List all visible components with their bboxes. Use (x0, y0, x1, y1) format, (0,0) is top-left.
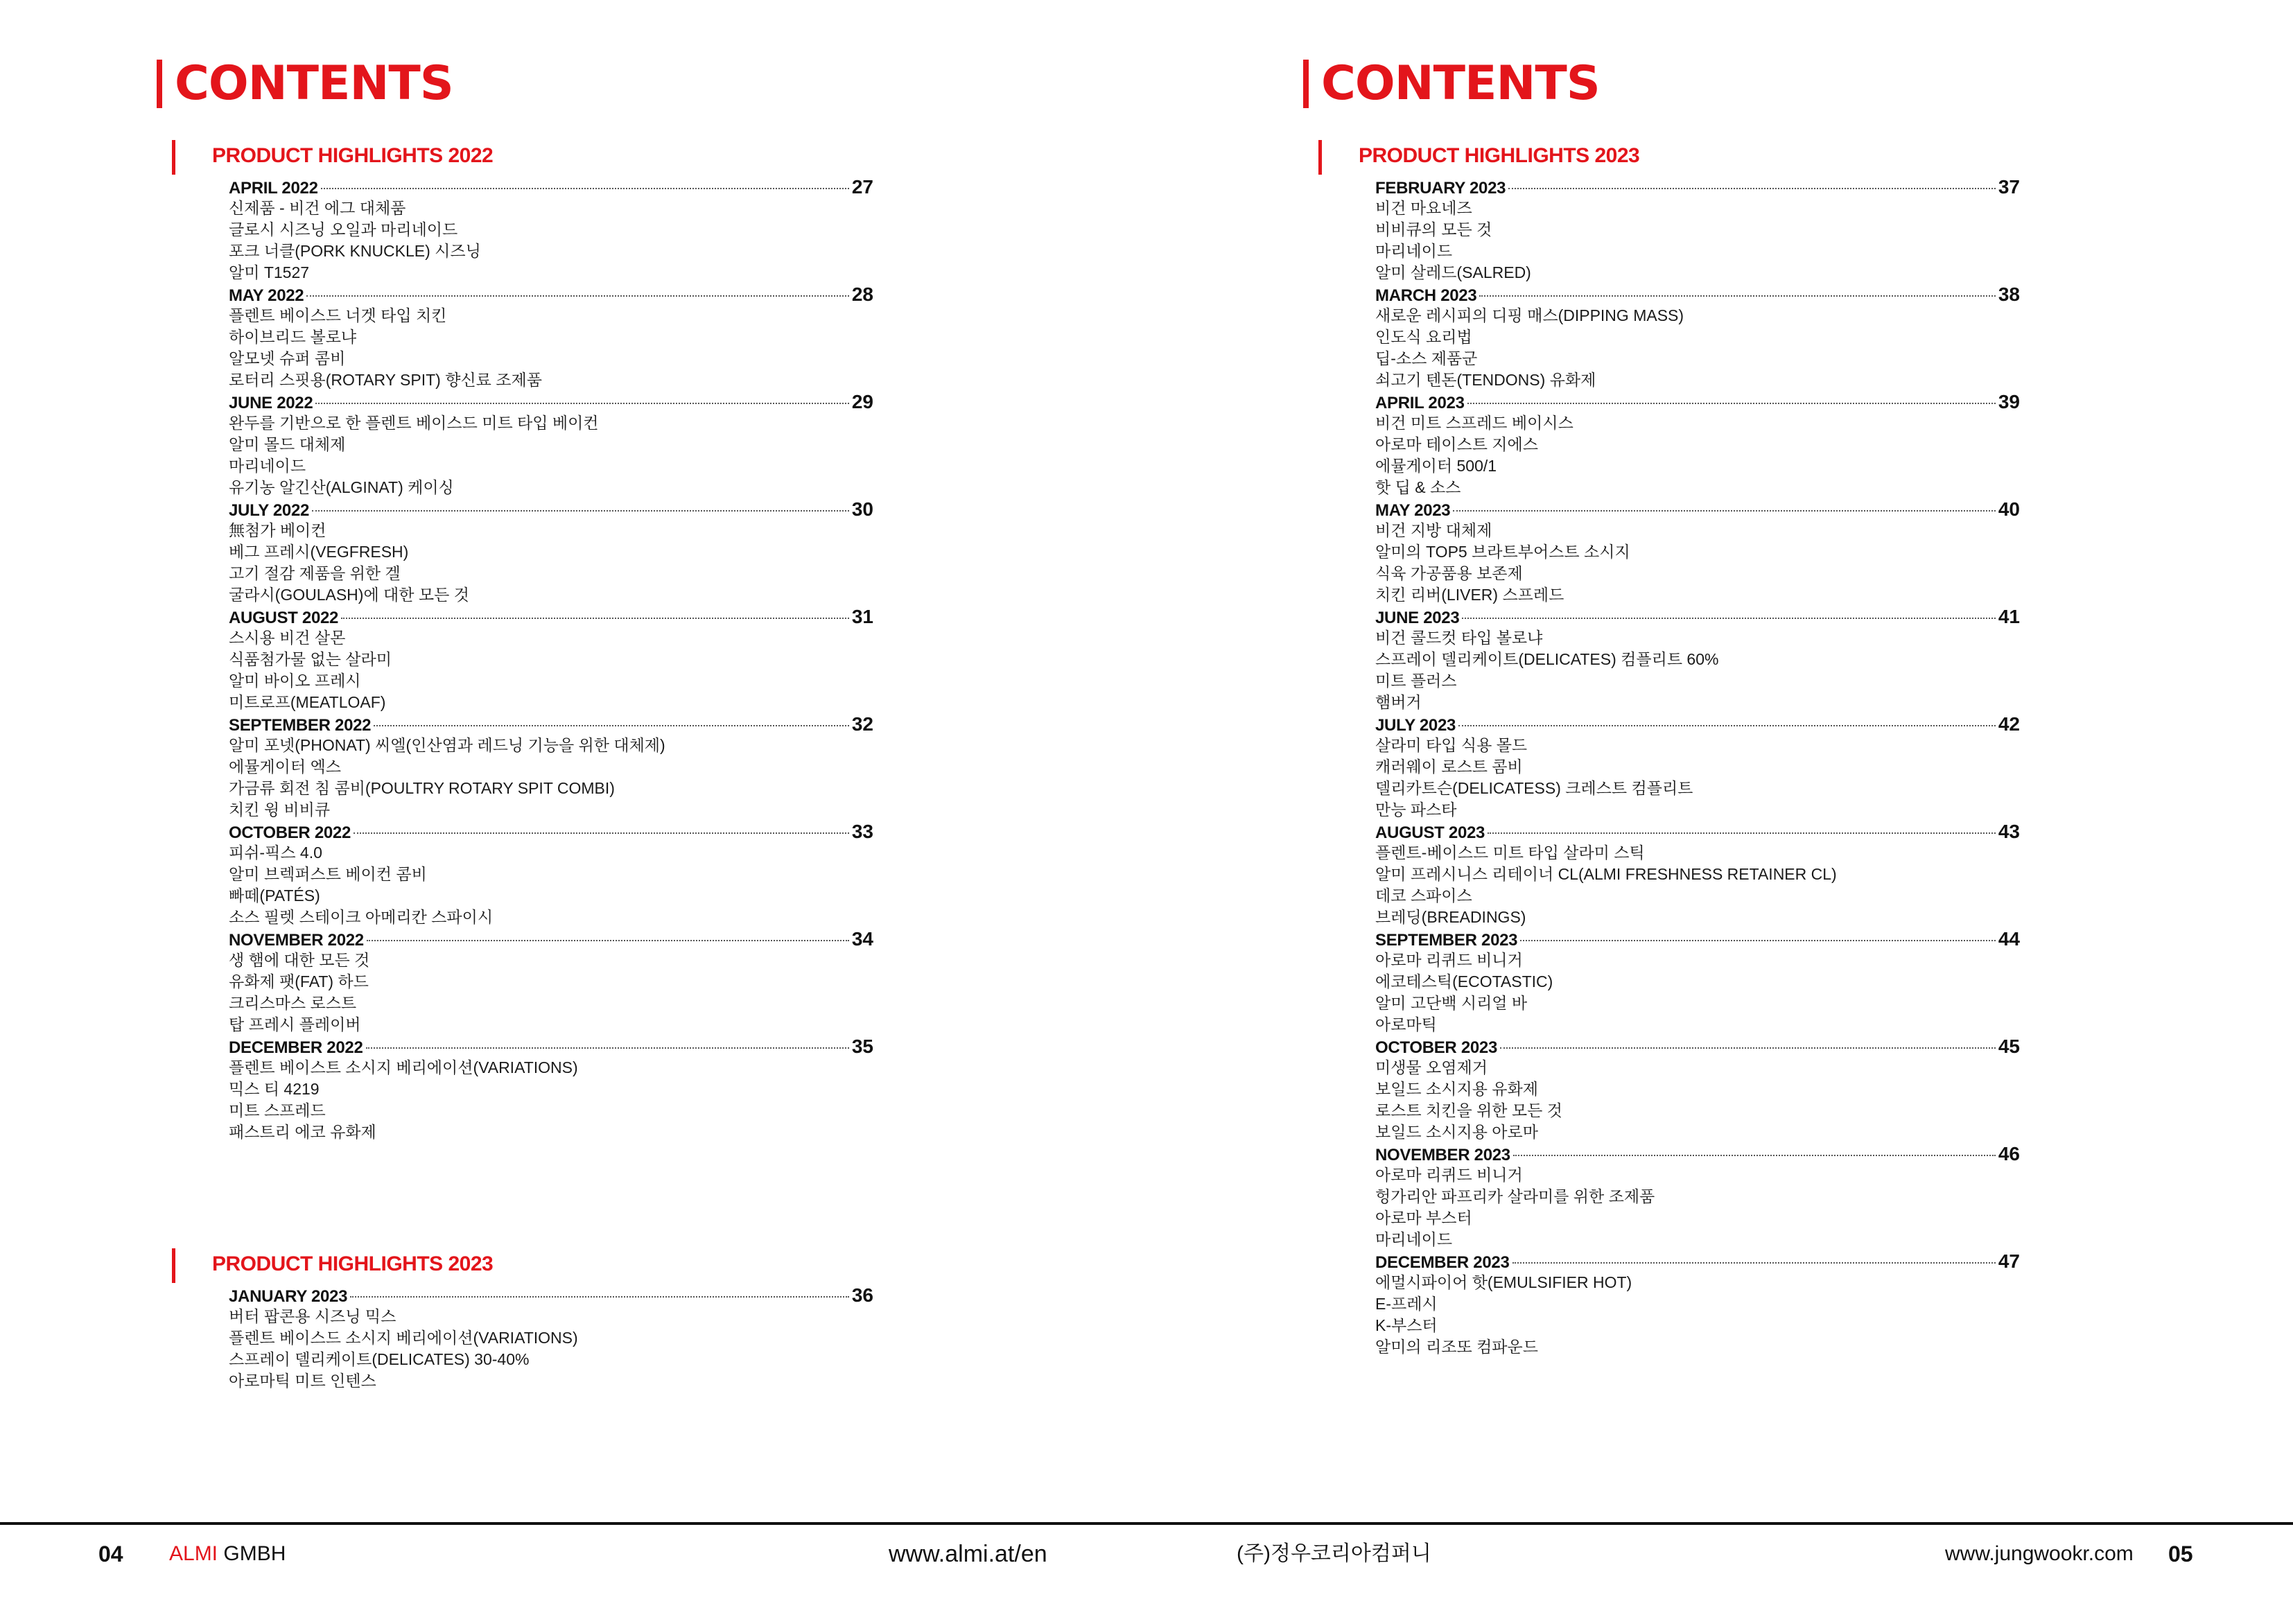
toc-item: 딥-소스 제품군 (1375, 349, 1478, 367)
dot-leader (1488, 832, 1996, 834)
contents-header (157, 56, 453, 111)
section-accent-bar (1318, 140, 1322, 175)
section-header (1318, 140, 2020, 176)
dot-leader (366, 1047, 849, 1049)
toc-month-label: DECEMBER 2022 (229, 1038, 363, 1057)
contents-title: CONTENTS (1321, 56, 1600, 111)
toc-entry-heading[interactable] (229, 283, 873, 305)
toc-month-label: MAY 2023 (1375, 501, 1451, 520)
toc-entry-heading[interactable] (229, 1036, 873, 1057)
toc-item: 마리네이드 (229, 457, 306, 475)
section-header (172, 1248, 873, 1284)
toc-entry (229, 1036, 873, 1143)
brand-name-red: ALMI (169, 1542, 218, 1565)
toc-item: 플렌트 베이스트 소시지 베리에이션(VARIATIONS) (229, 1058, 578, 1076)
dot-leader (1513, 1155, 1996, 1156)
toc-item: 치킨 윙 비비큐 (229, 801, 331, 819)
website-jungwoo-link[interactable]: www.jungwookr.com (1945, 1542, 2134, 1565)
company-name-kr: (주)정우코리아컴퍼니 (1237, 1542, 1431, 1565)
toc-entry-heading[interactable] (229, 1284, 873, 1306)
toc-item: 알미의 리조또 컴파운드 (1375, 1338, 1538, 1356)
toc-item: 살라미 타입 식용 몰드 (1375, 736, 1528, 754)
contents-title: CONTENTS (175, 56, 453, 111)
toc-entry-heading[interactable] (229, 928, 873, 950)
toc-item: 알미 고단백 시리얼 바 (1375, 994, 1528, 1012)
toc-entry-heading[interactable] (1375, 713, 2020, 735)
section-2022 (172, 140, 873, 1143)
toc-month-label: JANUARY 2023 (229, 1287, 348, 1306)
toc-entry (1375, 713, 2020, 821)
toc-item: 하이브리드 볼로냐 (229, 328, 357, 346)
dot-leader (354, 832, 849, 834)
toc-month-label: JULY 2023 (1375, 716, 1456, 735)
section-title: PRODUCT HIGHLIGHTS 2022 (212, 144, 494, 167)
dot-leader (1479, 295, 1995, 297)
section-title: PRODUCT HIGHLIGHTS 2023 (1359, 144, 1640, 167)
toc-page-number: 45 (1998, 1036, 2020, 1057)
toc-entry (1375, 283, 2020, 391)
toc-item: 에뮬게이터 500/1 (1375, 457, 1497, 475)
toc-item: 알미 T1527 (229, 263, 310, 281)
toc-month-label: SEPTEMBER 2022 (229, 716, 372, 735)
dot-leader (306, 295, 848, 297)
toc-entry (229, 713, 873, 821)
toc-entry (1375, 928, 2020, 1036)
website-almi-link[interactable]: www.almi.at/en (889, 1541, 1047, 1567)
toc-item: 알모넷 슈퍼 콤비 (229, 349, 346, 367)
toc-page-number: 31 (851, 606, 873, 627)
toc-entry (229, 1284, 873, 1392)
toc-entry (229, 391, 873, 498)
toc-item: 쇠고기 텐돈(TENDONS) 유화제 (1375, 371, 1596, 389)
toc-item: 보일드 소시지용 아로마 (1375, 1123, 1538, 1141)
toc-page-number: 28 (851, 283, 873, 305)
toc-entry (1375, 498, 2020, 606)
section-2023-january (172, 1248, 873, 1392)
toc-entry (1375, 1143, 2020, 1250)
right-page-number: 05 (2168, 1542, 2193, 1566)
toc-item: 알미 프레시니스 리테이너 CL(ALMI FRESHNESS RETAINER CL) (1375, 865, 1837, 883)
toc-item: 새로운 레시피의 디핑 매스(DIPPING MASS) (1375, 306, 1684, 324)
toc-month-label: OCTOBER 2022 (229, 823, 351, 842)
toc-entry-heading[interactable] (1375, 391, 2020, 412)
toc-item: 탑 프레시 플레이버 (229, 1015, 361, 1033)
toc-item: 미트로프(MEATLOAF) (229, 693, 386, 711)
dot-leader (341, 618, 849, 619)
toc-item: 신제품 - 비건 에그 대체품 (229, 199, 406, 217)
toc-item: 스프레이 델리케이트(DELICATES) 컴플리트 60% (1375, 650, 1719, 668)
toc-month-label: FEBRUARY 2023 (1375, 179, 1506, 198)
toc-item: 헝가리안 파프리카 살라미를 위한 조제품 (1375, 1187, 1655, 1205)
toc-item: 식품첨가물 없는 살라미 (229, 650, 392, 668)
toc-entry-heading[interactable] (229, 176, 873, 198)
toc-item: 버터 팝콘용 시즈닝 믹스 (229, 1307, 396, 1325)
toc-item: 아로마 리퀴드 비니거 (1375, 951, 1523, 969)
toc-entry-heading[interactable] (1375, 283, 2020, 305)
toc-item: 스프레이 델리케이트(DELICATES) 30-40% (229, 1350, 530, 1368)
toc-item: 식육 가공품용 보존제 (1375, 564, 1523, 582)
toc-page-number: 40 (1998, 498, 2020, 520)
toc-list-2023-right (1318, 176, 2020, 1358)
toc-item: 플렌트-베이스드 미트 타입 살라미 스틱 (1375, 844, 1645, 862)
right-page (1146, 0, 2293, 1511)
toc-item: 아로마 부스터 (1375, 1209, 1472, 1227)
toc-item: 패스트리 에코 유화제 (229, 1123, 376, 1141)
toc-month-label: JULY 2022 (229, 501, 310, 520)
toc-entry (229, 283, 873, 391)
toc-page-number: 32 (851, 713, 873, 735)
toc-item: 無첨가 베이컨 (229, 521, 326, 539)
section-accent-bar (172, 1248, 175, 1283)
toc-page-number: 39 (1998, 391, 2020, 412)
toc-entry (229, 928, 873, 1036)
toc-item: 알미 바이오 프레시 (229, 672, 361, 690)
toc-item: 플렌트 베이스드 소시지 베리에이션(VARIATIONS) (229, 1329, 578, 1347)
dot-leader (1520, 940, 1996, 941)
toc-month-label: AUGUST 2023 (1375, 823, 1485, 842)
toc-page-number: 29 (851, 391, 873, 412)
toc-list-2022 (172, 176, 873, 1143)
toc-item: 에멀시파이어 핫(EMULSIFIER HOT) (1375, 1273, 1632, 1291)
toc-item: 빠떼(PATÉS) (229, 887, 320, 905)
toc-item: 알미의 TOP5 브라트부어스트 소시지 (1375, 543, 1630, 561)
left-page (0, 0, 1146, 1511)
toc-page-number: 27 (851, 176, 873, 198)
toc-month-label: NOVEMBER 2022 (229, 931, 364, 950)
toc-entry-heading[interactable] (229, 606, 873, 627)
toc-item: 보일드 소시지용 유화제 (1375, 1080, 1538, 1098)
toc-item: 데코 스파이스 (1375, 887, 1472, 905)
toc-item: 비건 미트 스프레드 베이시스 (1375, 414, 1573, 432)
toc-item: 만능 파스타 (1375, 801, 1457, 819)
toc-entry (1375, 1036, 2020, 1143)
toc-item: 아로마 테이스트 지에스 (1375, 435, 1538, 453)
toc-page-number: 44 (1998, 928, 2020, 950)
toc-page-number: 37 (1998, 176, 2020, 198)
toc-item: 플렌트 베이스드 너겟 타입 치킨 (229, 306, 447, 324)
toc-entry (229, 606, 873, 713)
toc-item: 크리스마스 로스트 (229, 994, 357, 1012)
toc-entry (229, 821, 873, 928)
dot-leader (350, 1296, 849, 1298)
toc-month-label: DECEMBER 2023 (1375, 1253, 1510, 1272)
toc-item: 알미 포넷(PHONAT) 씨엘(인산염과 레드닝 기능을 위한 대체제) (229, 736, 665, 754)
toc-item: 치킨 리버(LIVER) 스프레드 (1375, 586, 1564, 604)
toc-entry-heading[interactable] (1375, 821, 2020, 842)
dot-leader (315, 403, 848, 404)
toc-entry-heading[interactable] (229, 391, 873, 412)
toc-item: 비건 마요네즈 (1375, 199, 1472, 217)
toc-page-number: 38 (1998, 283, 2020, 305)
header-accent-bar (1303, 60, 1309, 108)
toc-item: K-부스터 (1375, 1316, 1438, 1334)
toc-item: 소스 필렛 스테이크 아메리칸 스파이시 (229, 908, 494, 926)
toc-entry (1375, 821, 2020, 928)
toc-entry-heading[interactable] (1375, 1143, 2020, 1164)
toc-month-label: MAY 2022 (229, 286, 304, 305)
toc-entry-heading[interactable] (1375, 498, 2020, 520)
toc-item: 로터리 스핏용(ROTARY SPIT) 향신료 조제품 (229, 371, 542, 389)
dot-leader (312, 510, 849, 512)
left-page-number: 04 (98, 1542, 123, 1566)
footer (0, 1522, 2293, 1624)
toc-item: 포크 너클(PORK KNUCKLE) 시즈닝 (229, 242, 481, 260)
toc-item: 미트 플러스 (1375, 672, 1457, 690)
toc-entry (229, 176, 873, 283)
toc-item: 가금류 회전 침 콤비(POULTRY ROTARY SPIT COMBI) (229, 779, 615, 797)
toc-item: 마리네이드 (1375, 242, 1453, 260)
toc-page-number: 47 (1998, 1250, 2020, 1272)
toc-item: 아로마틱 미트 인텐스 (229, 1372, 376, 1390)
toc-item: 핫 딥 & 소스 (1375, 478, 1461, 496)
toc-item: 미트 스프레드 (229, 1101, 326, 1119)
toc-item: 글로시 시즈닝 오일과 마리네이드 (229, 220, 458, 238)
section-title: PRODUCT HIGHLIGHTS 2023 (212, 1252, 494, 1275)
toc-item: 비건 콜드컷 타입 볼로냐 (1375, 629, 1543, 647)
toc-month-label: OCTOBER 2023 (1375, 1038, 1498, 1057)
brand-name-rest: GMBH (223, 1542, 286, 1565)
dot-leader (367, 940, 849, 941)
toc-month-label: APRIL 2023 (1375, 394, 1465, 412)
toc-list-2023-left (172, 1284, 873, 1392)
toc-page-number: 30 (851, 498, 873, 520)
toc-item: 미생물 오염제거 (1375, 1058, 1488, 1076)
toc-item: 캐러웨이 로스트 콤비 (1375, 758, 1523, 776)
toc-item: 비건 지방 대체제 (1375, 521, 1492, 539)
contents-header (1303, 56, 1600, 111)
brand-name (169, 1540, 286, 1568)
toc-item: 피쉬-픽스 4.0 (229, 844, 322, 862)
toc-item: 스시용 비건 살몬 (229, 629, 346, 647)
toc-item: 알미 살레드(SALRED) (1375, 263, 1531, 281)
dot-leader (1508, 188, 1996, 189)
toc-item: 비비큐의 모든 것 (1375, 220, 1492, 238)
toc-page-number: 35 (851, 1036, 873, 1057)
toc-item: 고기 절감 제품을 위한 겔 (229, 564, 401, 582)
section-2023 (1318, 140, 2020, 1358)
toc-page-number: 43 (1998, 821, 2020, 842)
toc-month-label: APRIL 2022 (229, 179, 318, 198)
dot-leader (1512, 1262, 1996, 1264)
toc-entry-heading[interactable] (1375, 606, 2020, 627)
toc-item: 마리네이드 (1375, 1230, 1453, 1248)
toc-entry-heading[interactable] (229, 821, 873, 842)
toc-item: 에코테스틱(ECOTASTIC) (1375, 972, 1553, 990)
toc-item: 생 햄에 대한 모든 것 (229, 951, 370, 969)
dot-leader (374, 725, 849, 726)
dot-leader (1462, 618, 1995, 619)
toc-item: 브레딩(BREADINGS) (1375, 908, 1526, 926)
toc-item: E-프레시 (1375, 1295, 1438, 1313)
toc-page-number: 34 (851, 928, 873, 950)
toc-page-number: 36 (851, 1284, 873, 1306)
section-accent-bar (172, 140, 175, 175)
toc-month-label: JUNE 2022 (229, 394, 313, 412)
toc-entry-heading[interactable] (1375, 176, 2020, 198)
toc-entry (1375, 606, 2020, 713)
toc-month-label: NOVEMBER 2023 (1375, 1146, 1510, 1164)
toc-entry (1375, 1250, 2020, 1358)
toc-entry-heading[interactable] (1375, 928, 2020, 950)
toc-entry-heading[interactable] (229, 498, 873, 520)
toc-item: 믹스 티 4219 (229, 1080, 320, 1098)
dot-leader (1500, 1047, 1996, 1049)
toc-item: 굴라시(GOULASH)에 대한 모든 것 (229, 586, 469, 604)
dot-leader (1458, 725, 1996, 726)
toc-month-label: AUGUST 2022 (229, 609, 339, 627)
toc-item: 인도식 요리법 (1375, 328, 1472, 346)
header-accent-bar (157, 60, 162, 108)
toc-entry-heading[interactable] (1375, 1036, 2020, 1057)
toc-month-label: MARCH 2023 (1375, 286, 1477, 305)
toc-item: 아로마 리퀴드 비니거 (1375, 1166, 1523, 1184)
toc-item: 델리카트슨(DELICATESS) 크레스트 컴플리트 (1375, 779, 1693, 797)
toc-month-label: SEPTEMBER 2023 (1375, 931, 1518, 950)
toc-item: 아로마틱 (1375, 1015, 1437, 1033)
toc-item: 유화제 팻(FAT) 하드 (229, 972, 369, 990)
toc-item: 알미 몰드 대체제 (229, 435, 346, 453)
toc-page-number: 42 (1998, 713, 2020, 735)
section-header (172, 140, 873, 176)
toc-item: 에뮬게이터 엑스 (229, 758, 341, 776)
toc-entry-heading[interactable] (229, 713, 873, 735)
toc-entry (229, 498, 873, 606)
toc-item: 알미 브렉퍼스트 베이컨 콤비 (229, 865, 427, 883)
toc-item: 로스트 치킨을 위한 모든 것 (1375, 1101, 1562, 1119)
dot-leader (1453, 510, 1995, 512)
toc-entry (1375, 391, 2020, 498)
toc-entry (1375, 176, 2020, 283)
dot-leader (321, 188, 849, 189)
toc-item: 햄버거 (1375, 693, 1422, 711)
toc-entry-heading[interactable] (1375, 1250, 2020, 1272)
dot-leader (1467, 403, 1996, 404)
toc-item: 유기농 알긴산(ALGINAT) 케이싱 (229, 478, 454, 496)
toc-page-number: 41 (1998, 606, 2020, 627)
toc-item: 완두를 기반으로 한 플렌트 베이스드 미트 타입 베이컨 (229, 414, 599, 432)
toc-item: 베그 프레시(VEGFRESH) (229, 543, 409, 561)
toc-page-number: 46 (1998, 1143, 2020, 1164)
toc-page-number: 33 (851, 821, 873, 842)
toc-month-label: JUNE 2023 (1375, 609, 1460, 627)
